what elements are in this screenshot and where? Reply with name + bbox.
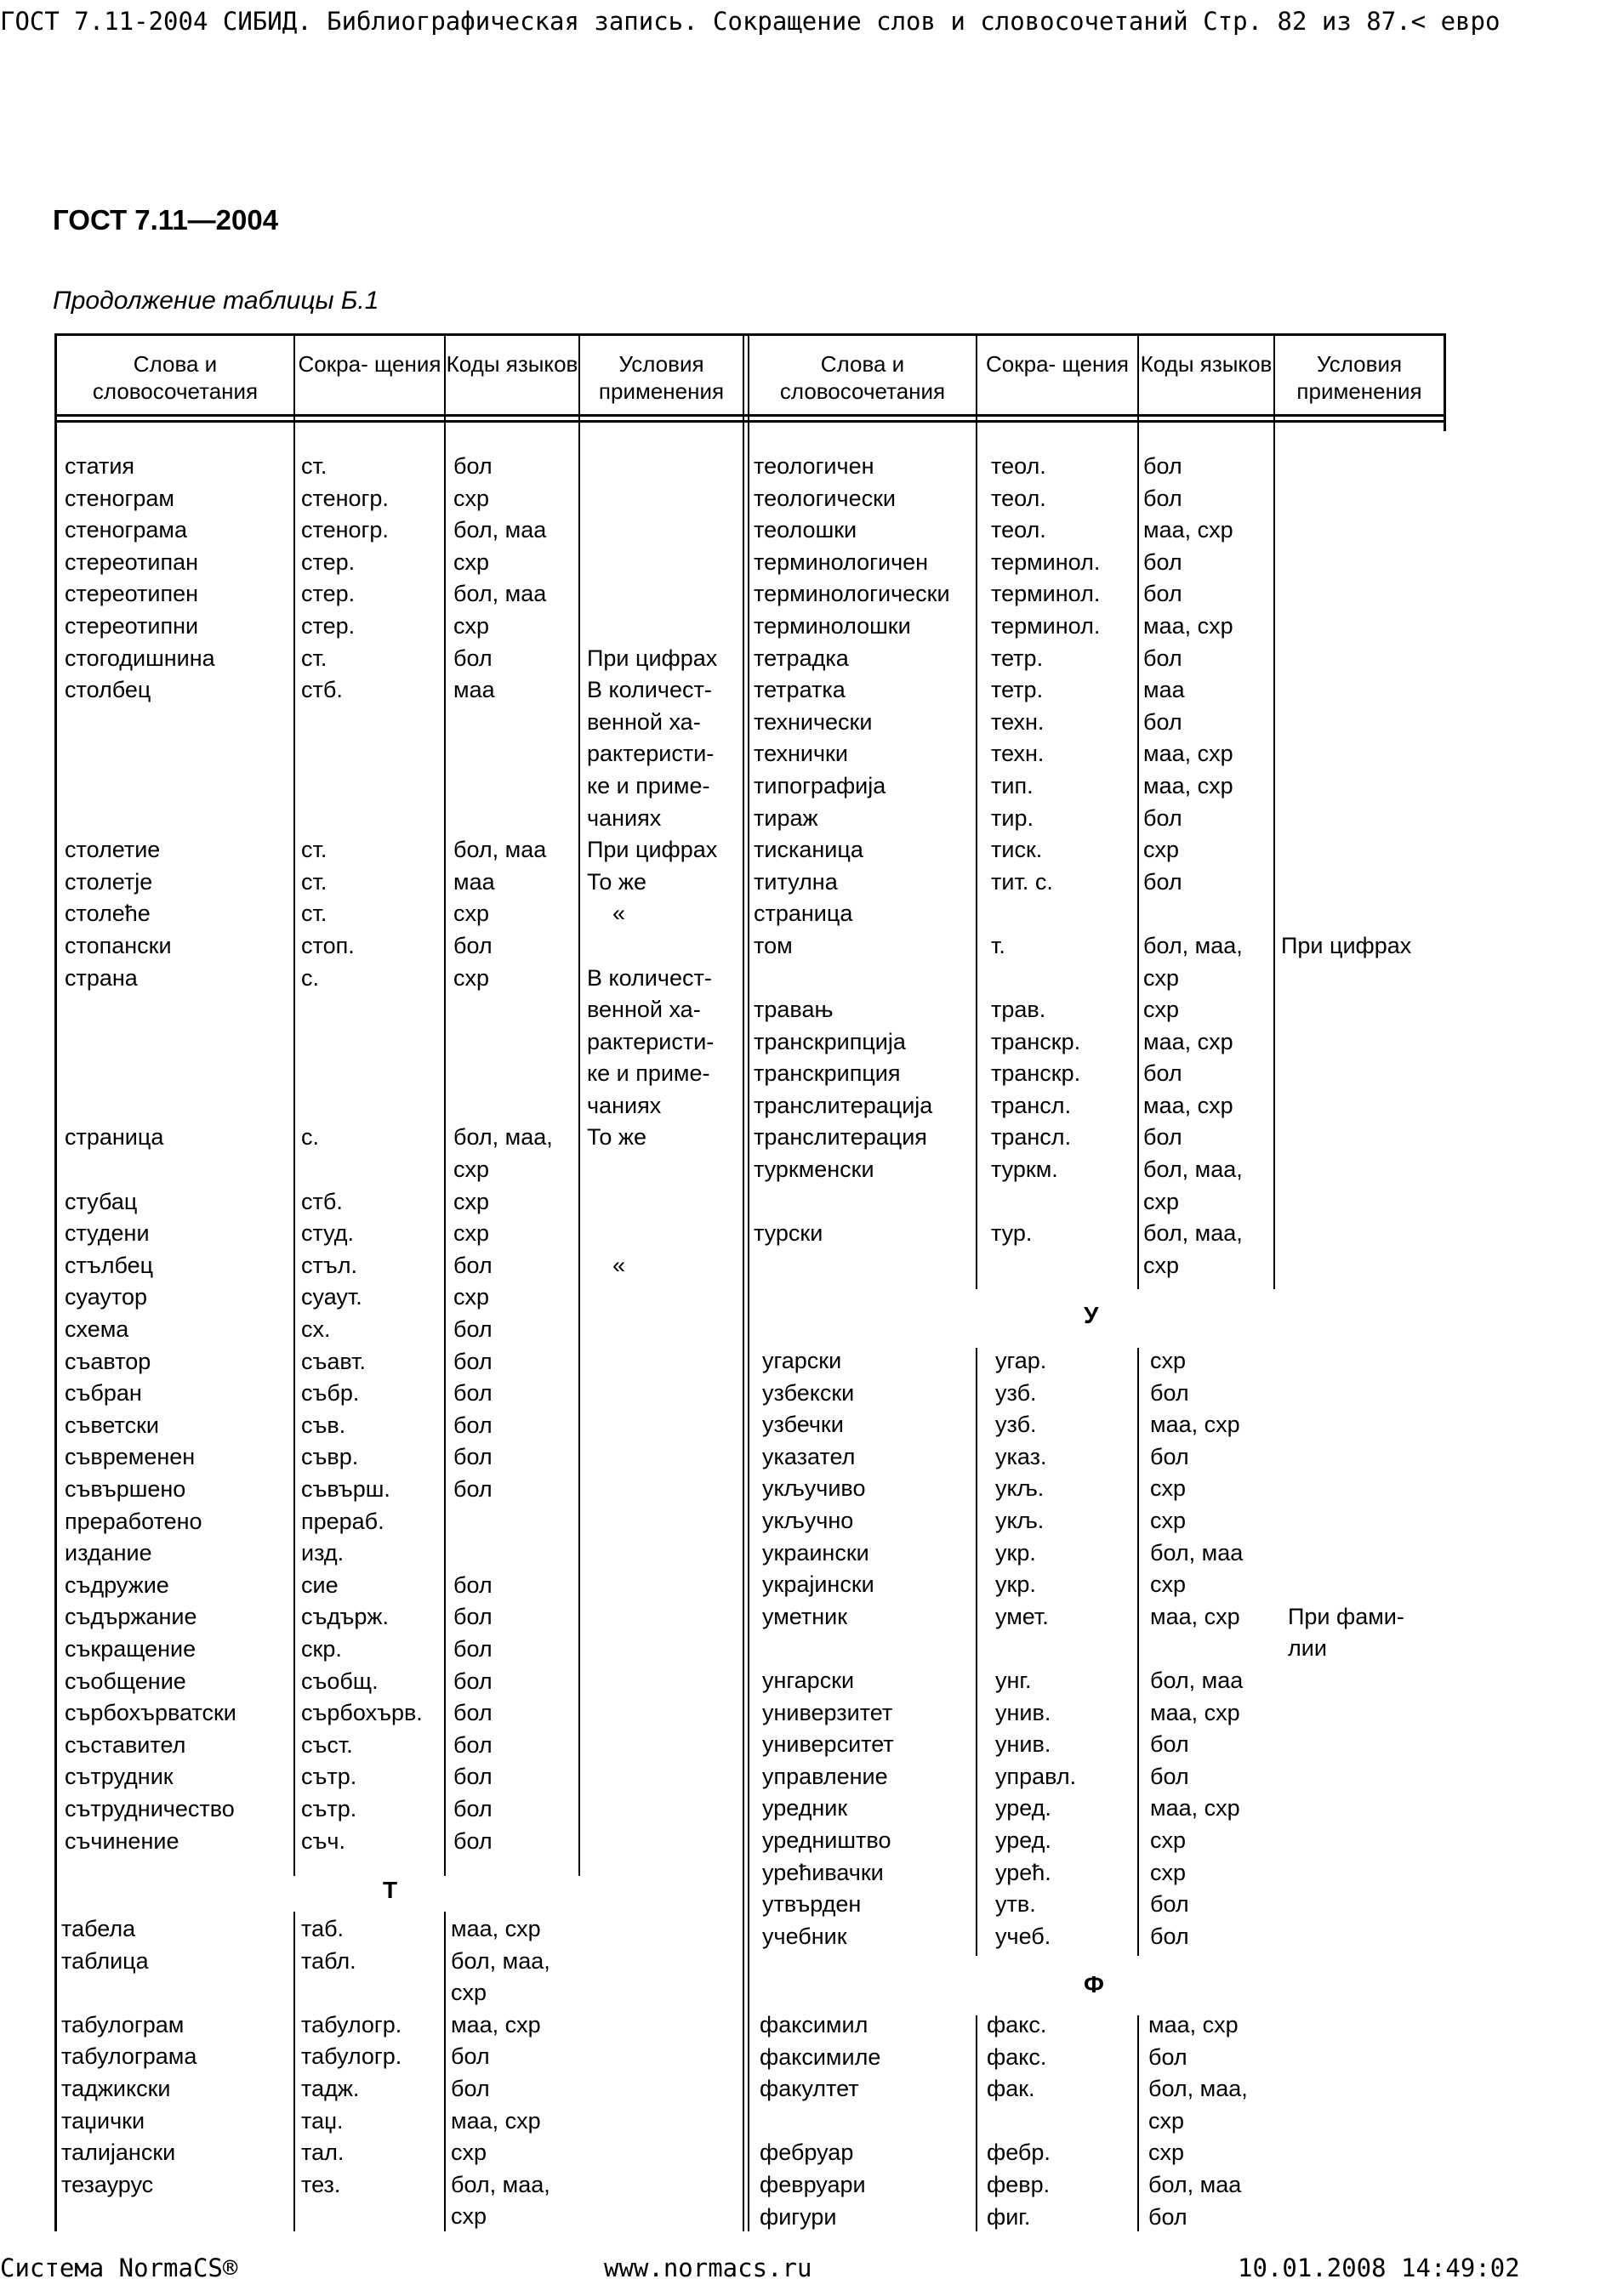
right-words-column: теологичен теологически теолошки терминологичен терминологически терминолошки тетрадка тетратка технически технички типографија тираж тисканица титулна страница том травањ транскрипција транскрипция транслитерација транслитерация туркменски турски xyxy=(754,453,950,1247)
header-divider-double xyxy=(54,420,1446,423)
footer-system: Система NormaCS® xyxy=(0,2253,238,2282)
left-codes-column-t: маа, схр бол, маа, схр маа, схр бол бол маа, схр схр бол, маа, схр xyxy=(451,1916,550,2230)
col-divider xyxy=(293,1912,295,2231)
right-words-column-u: угарски узбекски узбечки указател укључиво укључно украински украјински уметник унгарски универзитет университет управление уредник уредништво урећивачки утвърден учебник xyxy=(762,1348,894,1949)
col-divider xyxy=(976,422,977,1289)
col-divider xyxy=(976,1348,977,1956)
left-words-column-t: табела таблица табулограм табулограма таджикски таџички талијански тезаурус xyxy=(61,1916,197,2197)
col-divider xyxy=(976,2015,977,2231)
col-divider xyxy=(976,333,977,422)
left-codes-column: бол схр бол, маа схр бол, маа схр бол маа бол, маа маа схр бол схр бол, маа, схр схр схр бол схр бол бол бол бол бол бол бол бол бол бол бол бол бол бол бол xyxy=(453,453,553,1854)
left-words-column: статия стенограм стенограма стереотипан стереотипен стереотипни стогодишнина столбец столетие столетје столеће стопански страна страница стубац студени стълбец суаутор схема съавтор събран съветски съвременен съвършено преработено издание съдружие съдържание съкращение съобщение сърбохърватски съставител сътрудник сътрудничество съчинение xyxy=(65,453,236,1854)
col-divider xyxy=(1273,422,1275,1289)
col-divider xyxy=(743,333,744,422)
header-codes: Коды языков xyxy=(1140,351,1273,377)
table-caption: Продолжение таблицы Б.1 xyxy=(53,287,379,315)
col-divider xyxy=(444,333,446,422)
header-conditions: Условия применения xyxy=(598,351,725,404)
col-divider xyxy=(743,422,744,2231)
letter-heading-t: Т xyxy=(383,1877,398,1903)
left-abbr-column: ст. стеногр. стеногр. стер. стер. стер. ст. стб. ст. ст. ст. стоп. с. с. стб. студ. стъл. суаут. сх. съавт. събр. съв. съвр. съвърш. прераб. изд. сие съдърж. скр. съобщ. сърбохърв. съст. сътр. сътр. съч. xyxy=(301,453,423,1854)
header-words: Слова и словосочетания xyxy=(92,351,259,404)
col-divider xyxy=(578,422,580,1876)
right-codes-column-u: схр бол маа, схр бол схр схр бол, маа схр маа, схр бол, маа маа, схр бол бол маа, схр схр схр бол бол xyxy=(1150,1348,1244,1949)
left-conditions-column: При цифрах В количест- венной ха- рактеристи- ке и приме- чаниях При цифрах То же « В количест- венной ха- рактеристи- ке и приме- чаниях То же « xyxy=(587,645,718,1278)
right-abbr-column-f: факс. факс. фак. фебр. февр. фиг. xyxy=(987,2012,1051,2230)
col-divider xyxy=(1137,2015,1139,2231)
right-conditions-column: При цифрах xyxy=(1281,932,1412,958)
header-conditions: Условия применения xyxy=(1296,351,1422,404)
left-abbr-column-t: таб. табл. табулогр. табулогр. тадж. таџ. тал. тез. xyxy=(301,1916,402,2197)
right-codes-column: бол бол маа, схр бол бол маа, схр бол маа бол маа, схр маа, схр бол схр бол бол, маа, схр схр маа, схр бол маа, схр бол бол, маа, схр бол, маа, схр xyxy=(1143,453,1243,1278)
header-words: Слова и словосочетания xyxy=(779,351,946,404)
right-words-column-f: факсимил факсимиле факултет фебруар февруари фигури xyxy=(760,2012,881,2230)
right-abbr-column-u: угар. узб. узб. указ. укљ. укљ. укр. укр. умет. унг. унив. унив. управл. уред. уред. урећ. утв. учеб. xyxy=(995,1348,1077,1949)
page-header: ГОСТ 7.11-2004 СИБИД. Библиографическая запись. Сокращение слов и словосочетаний Стр. 82 из 87.< евро xyxy=(0,7,1501,36)
right-conditions-column-u: При фами- лии xyxy=(1288,1603,1404,1662)
header-codes: Коды языков xyxy=(446,351,578,377)
col-divider xyxy=(1137,1348,1139,1956)
col-divider xyxy=(1137,422,1139,1289)
letter-heading-u: У xyxy=(1084,1302,1099,1328)
col-divider xyxy=(444,1912,446,2231)
col-divider xyxy=(293,333,295,422)
col-divider xyxy=(293,422,295,1876)
footer-timestamp: 10.01.2008 14:49:02 xyxy=(1238,2253,1520,2282)
right-codes-column-f: маа, схр бол бол, маа, схр схр бол, маа бол xyxy=(1148,2012,1248,2230)
header-divider xyxy=(54,414,1446,417)
col-divider xyxy=(748,422,749,2231)
right-abbr-column: теол. теол. теол. терминол. терминол. терминол. тетр. тетр. техн. техн. тип. тир. тиск. тит. с. т. трав. транскр. транскр. трансл. трансл. туркм. тур. xyxy=(991,453,1101,1247)
document-code: ГОСТ 7.11—2004 xyxy=(53,204,279,236)
header-abbr: Сокра- щения xyxy=(298,351,441,377)
letter-heading-f: Ф xyxy=(1084,1971,1104,1998)
header-abbr: Сокра- щения xyxy=(986,351,1129,377)
col-divider xyxy=(1137,333,1139,422)
footer-url[interactable]: www.normacs.ru xyxy=(604,2253,812,2282)
col-divider xyxy=(444,422,446,1876)
